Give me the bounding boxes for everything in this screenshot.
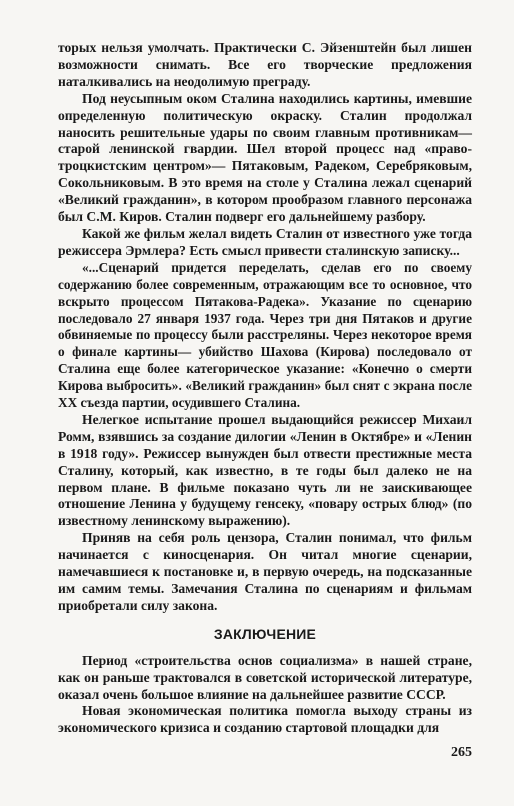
page-body [58, 40, 472, 737]
paragraph-conclusion-nep: Новая экономическая политика помогла выходу страны из экономического кризиса и созданию стартовой площадки для [58, 703, 472, 736]
paragraph-stalin-control: Под неусыпным оком Сталина находились картины, имевшие определенную политическую окраску. Сталин продолжал наносить решительные удары по своим главным противникам— старой ленинской гвардии. Шел второй процесс над «право-троцкистским центром»— Пятаковым, Радеком, Серебряковым, Сокольниковым. В это время на столе у Сталина лежал сценарий «Великий гражданин», в котором прообразом главного персонажа был С.М. Киров. Сталин подверг его дальнейшему разбору. [58, 90, 472, 225]
section-heading: ЗАКЛЮЧЕНИЕ [213, 625, 317, 642]
paragraph-conclusion-socialism: Период «строительства основ социализма» в нашей стране, как он раньше трактовался в советской исторической литературе, оказал очень большое влияние на дальнейшее развитие СССР. [58, 652, 472, 702]
paragraph-continuation: торых нельзя умолчать. Практически С. Эйзенштейн был лишен возможности снимать. Все его творческие предложения наталкивались на неодолимую преграду. [58, 40, 472, 89]
paragraph-ermler-question: Какой же фильм желал видеть Сталин от известного уже тогда режиссера Эрмлера? Есть смысл привести сталинскую записку... [58, 225, 472, 258]
paragraph-romm-dilogy: Нелегкое испытание прошел выдающийся режиссер Михаил Ромм, взявшись за создание дилогии «Ленин в Октябре» и «Ленин в 1918 году». Режиссер вынужден был отвести престижные места Сталину, который, как известно, в те годы был далеко не на первом плане. В фильме показано чуть ли не заискивающее отношение Ленина у будущему генсеку, «повару острых блюд» (по известному ленинскому выражению). [58, 411, 472, 529]
page-number: 265 [451, 745, 472, 760]
paragraph-stalin-note-quote: «...Сценарий придется переделать, сделав его по своему содержанию более современным, отражающим все то основное, что вскрыто процессом Пятакова-Радека». Указание по сценарию последовало 27 января 1937 года. Через три дня Пятаков и другие обвиняемые по процессу были расстреляны. Через некоторое время о финале картины— убийство Шахова (Кирова) последовало от Сталина еще более категорическое указание: «Конечно о смерти Кирова выбросить». «Великий гражданин» был снят с экрана после XX съезда партии, осудившего Сталина. [58, 259, 472, 411]
paragraph-stalin-censor: Приняв на себя роль цензора, Сталин понимал, что фильм начинается с киносценария. Он читал многие сценарии, намечавшиеся к постановке и, в первую очередь, на подсказанные им самим темы. Замечания Сталина по сценариям и фильмам приобретали силу закона. [58, 530, 472, 613]
